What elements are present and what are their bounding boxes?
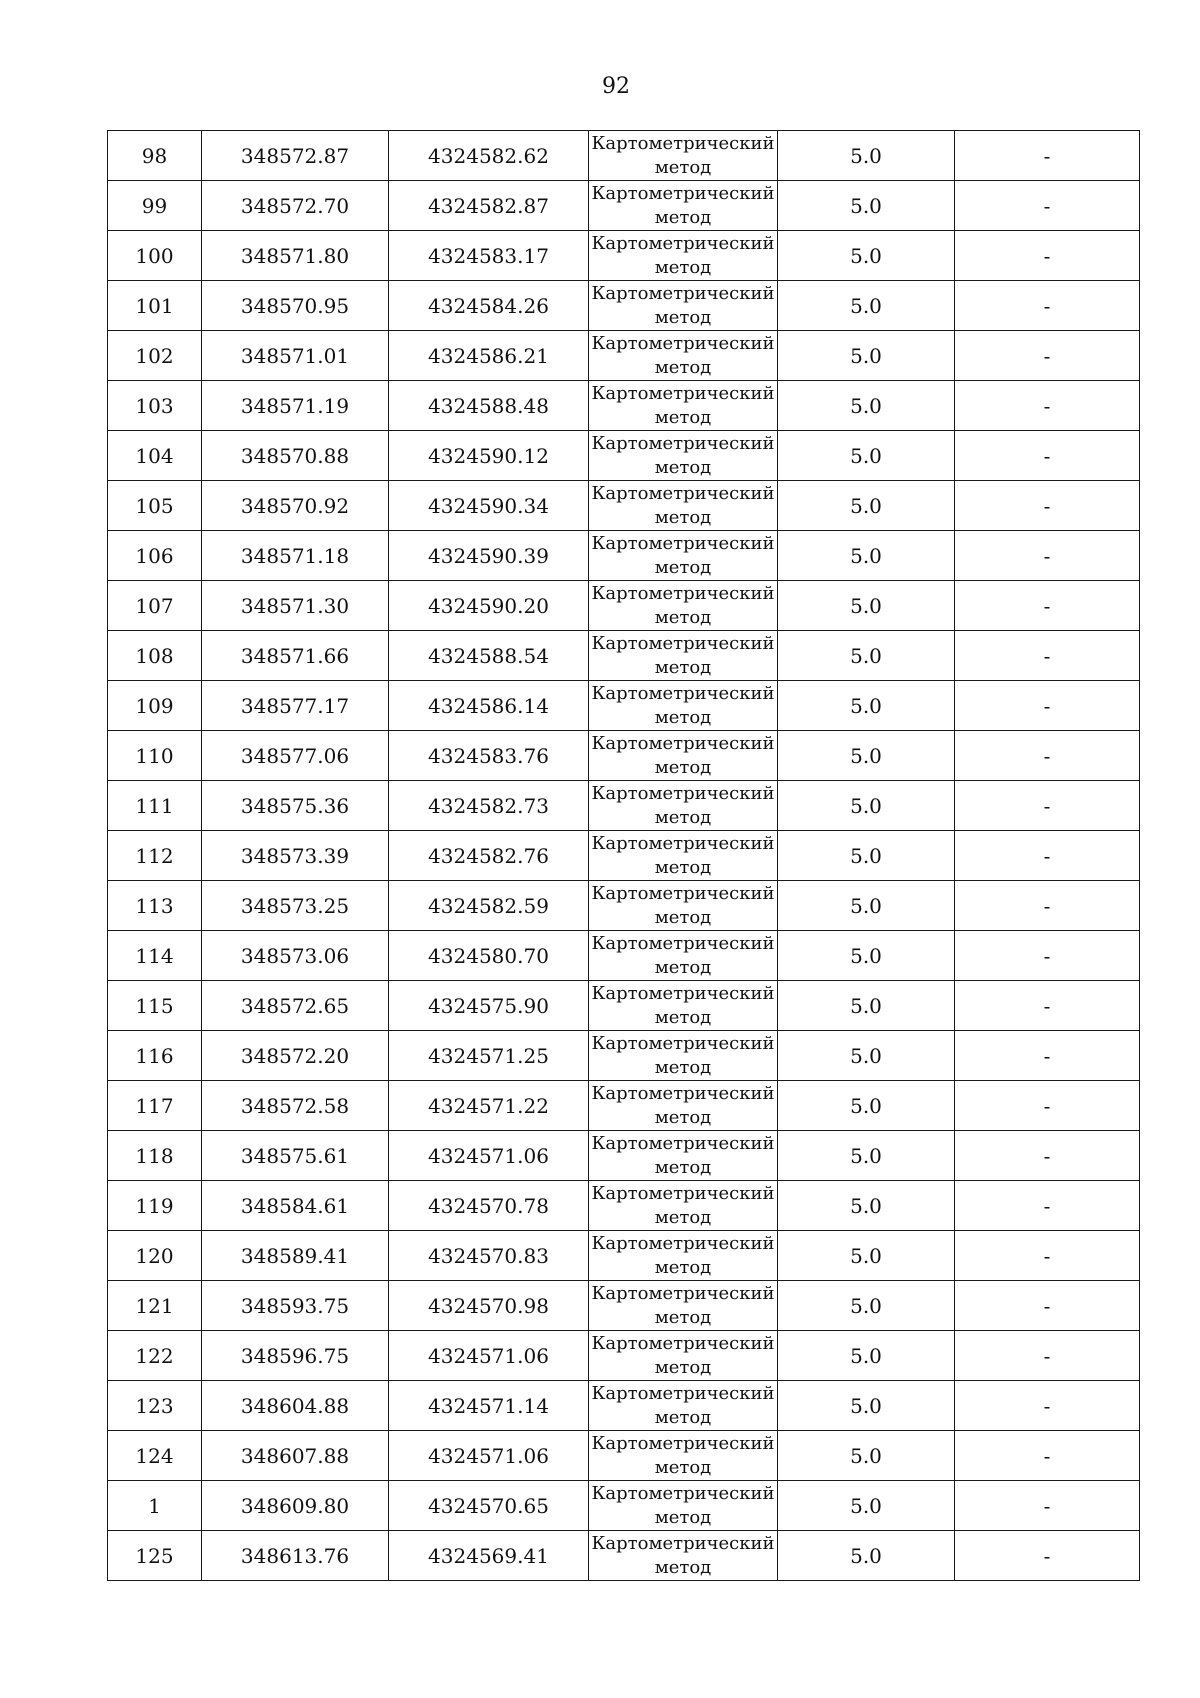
method-line-2: метод <box>654 1006 712 1028</box>
x-coordinate-cell: 348577.06 <box>202 731 389 781</box>
y-coordinate-cell: 4324586.14 <box>389 681 589 731</box>
method-line-1: Картометрический <box>591 933 775 955</box>
y-coordinate-cell: 4324586.21 <box>389 331 589 381</box>
accuracy-cell: 5.0 <box>778 631 955 681</box>
method-cell <box>589 481 778 531</box>
table-row <box>108 981 1140 1031</box>
method-cell <box>589 1181 778 1231</box>
accuracy-cell: 5.0 <box>778 381 955 431</box>
note-cell: - <box>955 1481 1140 1531</box>
method-line-1: Картометрический <box>591 1183 775 1205</box>
accuracy-cell: 5.0 <box>778 831 955 881</box>
accuracy-cell: 5.0 <box>778 681 955 731</box>
method-line-1: Картометрический <box>591 633 775 655</box>
method-cell <box>589 1131 778 1181</box>
point-number-cell: 110 <box>108 731 202 781</box>
coordinates-table-body <box>108 131 1140 1581</box>
method-line-2: метод <box>654 1556 712 1578</box>
point-number-cell: 112 <box>108 831 202 881</box>
y-coordinate-cell: 4324582.73 <box>389 781 589 831</box>
note-cell: - <box>955 981 1140 1031</box>
method-line-1: Картометрический <box>591 733 775 755</box>
note-cell: - <box>955 1181 1140 1231</box>
method-cell <box>589 881 778 931</box>
table-row <box>108 281 1140 331</box>
method-line-2: метод <box>654 1356 712 1378</box>
method-cell <box>589 1481 778 1531</box>
method-line-2: метод <box>654 1156 712 1178</box>
table-row <box>108 531 1140 581</box>
table-row <box>108 731 1140 781</box>
y-coordinate-cell: 4324575.90 <box>389 981 589 1031</box>
method-line-2: метод <box>654 406 712 428</box>
method-line-1: Картометрический <box>591 483 775 505</box>
method-line-2: метод <box>654 356 712 378</box>
y-coordinate-cell: 4324582.87 <box>389 181 589 231</box>
note-cell: - <box>955 281 1140 331</box>
y-coordinate-cell: 4324590.39 <box>389 531 589 581</box>
method-line-1: Картометрический <box>591 433 775 455</box>
note-cell: - <box>955 1431 1140 1481</box>
method-line-2: метод <box>654 1056 712 1078</box>
method-line-2: метод <box>654 856 712 878</box>
accuracy-cell: 5.0 <box>778 781 955 831</box>
method-line-2: метод <box>654 706 712 728</box>
accuracy-cell: 5.0 <box>778 1181 955 1231</box>
y-coordinate-cell: 4324583.76 <box>389 731 589 781</box>
x-coordinate-cell: 348571.66 <box>202 631 389 681</box>
point-number-cell: 109 <box>108 681 202 731</box>
note-cell: - <box>955 1531 1140 1581</box>
point-number-cell: 107 <box>108 581 202 631</box>
y-coordinate-cell: 4324571.06 <box>389 1131 589 1181</box>
x-coordinate-cell: 348571.01 <box>202 331 389 381</box>
y-coordinate-cell: 4324590.34 <box>389 481 589 531</box>
point-number-cell: 111 <box>108 781 202 831</box>
note-cell: - <box>955 231 1140 281</box>
accuracy-cell: 5.0 <box>778 1531 955 1581</box>
y-coordinate-cell: 4324570.83 <box>389 1231 589 1281</box>
y-coordinate-cell: 4324571.25 <box>389 1031 589 1081</box>
note-cell: - <box>955 1281 1140 1331</box>
method-line-2: метод <box>654 1306 712 1328</box>
accuracy-cell: 5.0 <box>778 1431 955 1481</box>
method-cell <box>589 531 778 581</box>
point-number-cell: 101 <box>108 281 202 331</box>
accuracy-cell: 5.0 <box>778 281 955 331</box>
y-coordinate-cell: 4324582.59 <box>389 881 589 931</box>
accuracy-cell: 5.0 <box>778 981 955 1031</box>
x-coordinate-cell: 348577.17 <box>202 681 389 731</box>
accuracy-cell: 5.0 <box>778 881 955 931</box>
method-line-2: метод <box>654 1456 712 1478</box>
x-coordinate-cell: 348571.80 <box>202 231 389 281</box>
point-number-cell: 99 <box>108 181 202 231</box>
y-coordinate-cell: 4324582.76 <box>389 831 589 881</box>
method-line-1: Картометрический <box>591 1533 775 1555</box>
accuracy-cell: 5.0 <box>778 181 955 231</box>
method-line-2: метод <box>654 256 712 278</box>
x-coordinate-cell: 348584.61 <box>202 1181 389 1231</box>
accuracy-cell: 5.0 <box>778 1381 955 1431</box>
point-number-cell: 119 <box>108 1181 202 1231</box>
method-line-1: Картометрический <box>591 1033 775 1055</box>
x-coordinate-cell: 348570.88 <box>202 431 389 481</box>
x-coordinate-cell: 348589.41 <box>202 1231 389 1281</box>
point-number-cell: 122 <box>108 1331 202 1381</box>
y-coordinate-cell: 4324570.98 <box>389 1281 589 1331</box>
x-coordinate-cell: 348596.75 <box>202 1331 389 1381</box>
table-row <box>108 581 1140 631</box>
x-coordinate-cell: 348604.88 <box>202 1381 389 1431</box>
method-line-1: Картометрический <box>591 183 775 205</box>
x-coordinate-cell: 348575.61 <box>202 1131 389 1181</box>
method-line-1: Картометрический <box>591 833 775 855</box>
y-coordinate-cell: 4324583.17 <box>389 231 589 281</box>
y-coordinate-cell: 4324569.41 <box>389 1531 589 1581</box>
y-coordinate-cell: 4324571.14 <box>389 1381 589 1431</box>
accuracy-cell: 5.0 <box>778 1481 955 1531</box>
x-coordinate-cell: 348607.88 <box>202 1431 389 1481</box>
table-row <box>108 631 1140 681</box>
point-number-cell: 102 <box>108 331 202 381</box>
method-line-2: метод <box>654 156 712 178</box>
method-line-1: Картометрический <box>591 133 775 155</box>
point-number-cell: 104 <box>108 431 202 481</box>
method-cell <box>589 981 778 1031</box>
y-coordinate-cell: 4324571.06 <box>389 1331 589 1381</box>
method-line-2: метод <box>654 556 712 578</box>
method-cell <box>589 581 778 631</box>
x-coordinate-cell: 348593.75 <box>202 1281 389 1331</box>
page-number: 92 <box>602 74 630 99</box>
accuracy-cell: 5.0 <box>778 481 955 531</box>
accuracy-cell: 5.0 <box>778 331 955 381</box>
method-cell <box>589 1381 778 1431</box>
method-cell <box>589 281 778 331</box>
table-row <box>108 1081 1140 1131</box>
x-coordinate-cell: 348571.18 <box>202 531 389 581</box>
accuracy-cell: 5.0 <box>778 1031 955 1081</box>
x-coordinate-cell: 348570.92 <box>202 481 389 531</box>
note-cell: - <box>955 581 1140 631</box>
method-cell <box>589 1531 778 1581</box>
method-cell <box>589 1281 778 1331</box>
method-line-2: метод <box>654 506 712 528</box>
note-cell: - <box>955 331 1140 381</box>
method-line-1: Картометрический <box>591 283 775 305</box>
x-coordinate-cell: 348572.87 <box>202 131 389 181</box>
method-line-1: Картометрический <box>591 883 775 905</box>
method-cell <box>589 631 778 681</box>
point-number-cell: 116 <box>108 1031 202 1081</box>
method-line-2: метод <box>654 906 712 928</box>
method-line-1: Картометрический <box>591 983 775 1005</box>
method-cell <box>589 1231 778 1281</box>
method-line-1: Картометрический <box>591 1333 775 1355</box>
note-cell: - <box>955 381 1140 431</box>
note-cell: - <box>955 1231 1140 1281</box>
method-cell <box>589 431 778 481</box>
accuracy-cell: 5.0 <box>778 531 955 581</box>
method-line-1: Картометрический <box>591 333 775 355</box>
accuracy-cell: 5.0 <box>778 131 955 181</box>
table-row <box>108 781 1140 831</box>
method-cell <box>589 331 778 381</box>
table-row <box>108 1231 1140 1281</box>
note-cell: - <box>955 1081 1140 1131</box>
x-coordinate-cell: 348572.20 <box>202 1031 389 1081</box>
table-row <box>108 1481 1140 1531</box>
point-number-cell: 105 <box>108 481 202 531</box>
y-coordinate-cell: 4324582.62 <box>389 131 589 181</box>
y-coordinate-cell: 4324588.54 <box>389 631 589 681</box>
accuracy-cell: 5.0 <box>778 1131 955 1181</box>
x-coordinate-cell: 348572.58 <box>202 1081 389 1131</box>
x-coordinate-cell: 348573.06 <box>202 931 389 981</box>
y-coordinate-cell: 4324570.65 <box>389 1481 589 1531</box>
accuracy-cell: 5.0 <box>778 431 955 481</box>
method-cell <box>589 1431 778 1481</box>
method-line-2: метод <box>654 306 712 328</box>
method-line-2: метод <box>654 456 712 478</box>
method-line-2: метод <box>654 206 712 228</box>
y-coordinate-cell: 4324570.78 <box>389 1181 589 1231</box>
x-coordinate-cell: 348609.80 <box>202 1481 389 1531</box>
table-row <box>108 1281 1140 1331</box>
table-row <box>108 681 1140 731</box>
accuracy-cell: 5.0 <box>778 231 955 281</box>
method-line-1: Картометрический <box>591 533 775 555</box>
x-coordinate-cell: 348570.95 <box>202 281 389 331</box>
note-cell: - <box>955 131 1140 181</box>
x-coordinate-cell: 348572.70 <box>202 181 389 231</box>
note-cell: - <box>955 731 1140 781</box>
accuracy-cell: 5.0 <box>778 1081 955 1131</box>
point-number-cell: 98 <box>108 131 202 181</box>
method-cell <box>589 131 778 181</box>
method-cell <box>589 381 778 431</box>
note-cell: - <box>955 1381 1140 1431</box>
point-number-cell: 100 <box>108 231 202 281</box>
point-number-cell: 125 <box>108 1531 202 1581</box>
point-number-cell: 114 <box>108 931 202 981</box>
note-cell: - <box>955 1131 1140 1181</box>
point-number-cell: 121 <box>108 1281 202 1331</box>
method-line-2: метод <box>654 1506 712 1528</box>
method-cell <box>589 781 778 831</box>
method-line-1: Картометрический <box>591 383 775 405</box>
method-cell <box>589 1031 778 1081</box>
table-row <box>108 331 1140 381</box>
method-line-2: метод <box>654 806 712 828</box>
table-row <box>108 931 1140 981</box>
accuracy-cell: 5.0 <box>778 1231 955 1281</box>
method-line-1: Картометрический <box>591 1483 775 1505</box>
method-line-2: метод <box>654 756 712 778</box>
coordinates-table <box>107 130 1140 1581</box>
method-cell <box>589 1331 778 1381</box>
point-number-cell: 113 <box>108 881 202 931</box>
method-line-2: метод <box>654 606 712 628</box>
note-cell: - <box>955 931 1140 981</box>
point-number-cell: 118 <box>108 1131 202 1181</box>
y-coordinate-cell: 4324590.20 <box>389 581 589 631</box>
note-cell: - <box>955 181 1140 231</box>
method-line-2: метод <box>654 956 712 978</box>
table-row <box>108 431 1140 481</box>
method-cell <box>589 1081 778 1131</box>
table-row <box>108 831 1140 881</box>
table-row <box>108 1181 1140 1231</box>
method-cell <box>589 681 778 731</box>
x-coordinate-cell: 348575.36 <box>202 781 389 831</box>
method-line-1: Картометрический <box>591 783 775 805</box>
point-number-cell: 117 <box>108 1081 202 1131</box>
point-number-cell: 124 <box>108 1431 202 1481</box>
table-row <box>108 481 1140 531</box>
method-cell <box>589 181 778 231</box>
method-line-2: метод <box>654 1206 712 1228</box>
note-cell: - <box>955 1331 1140 1381</box>
method-line-1: Картометрический <box>591 1233 775 1255</box>
method-cell <box>589 931 778 981</box>
note-cell: - <box>955 781 1140 831</box>
x-coordinate-cell: 348573.25 <box>202 881 389 931</box>
note-cell: - <box>955 1031 1140 1081</box>
point-number-cell: 115 <box>108 981 202 1031</box>
table-row <box>108 231 1140 281</box>
method-cell <box>589 831 778 881</box>
method-line-1: Картометрический <box>591 1083 775 1105</box>
y-coordinate-cell: 4324571.06 <box>389 1431 589 1481</box>
note-cell: - <box>955 881 1140 931</box>
y-coordinate-cell: 4324590.12 <box>389 431 589 481</box>
table-row <box>108 1381 1140 1431</box>
method-line-1: Картометрический <box>591 1433 775 1455</box>
y-coordinate-cell: 4324571.22 <box>389 1081 589 1131</box>
note-cell: - <box>955 531 1140 581</box>
point-number-cell: 108 <box>108 631 202 681</box>
point-number-cell: 103 <box>108 381 202 431</box>
note-cell: - <box>955 481 1140 531</box>
point-number-cell: 120 <box>108 1231 202 1281</box>
x-coordinate-cell: 348571.30 <box>202 581 389 631</box>
accuracy-cell: 5.0 <box>778 931 955 981</box>
x-coordinate-cell: 348572.65 <box>202 981 389 1031</box>
table-row <box>108 131 1140 181</box>
x-coordinate-cell: 348571.19 <box>202 381 389 431</box>
accuracy-cell: 5.0 <box>778 1281 955 1331</box>
y-coordinate-cell: 4324588.48 <box>389 381 589 431</box>
method-line-1: Картометрический <box>591 1133 775 1155</box>
table-row <box>108 1431 1140 1481</box>
accuracy-cell: 5.0 <box>778 581 955 631</box>
point-number-cell: 106 <box>108 531 202 581</box>
method-line-2: метод <box>654 1406 712 1428</box>
point-number-cell: 1 <box>108 1481 202 1531</box>
point-number-cell: 123 <box>108 1381 202 1431</box>
method-cell <box>589 231 778 281</box>
accuracy-cell: 5.0 <box>778 731 955 781</box>
method-cell <box>589 731 778 781</box>
note-cell: - <box>955 831 1140 881</box>
x-coordinate-cell: 348573.39 <box>202 831 389 881</box>
x-coordinate-cell: 348613.76 <box>202 1531 389 1581</box>
table-row <box>108 1031 1140 1081</box>
y-coordinate-cell: 4324584.26 <box>389 281 589 331</box>
note-cell: - <box>955 681 1140 731</box>
note-cell: - <box>955 631 1140 681</box>
note-cell: - <box>955 431 1140 481</box>
y-coordinate-cell: 4324580.70 <box>389 931 589 981</box>
method-line-2: метод <box>654 656 712 678</box>
method-line-1: Картометрический <box>591 683 775 705</box>
accuracy-cell: 5.0 <box>778 1331 955 1381</box>
table-row <box>108 381 1140 431</box>
table-row <box>108 1531 1140 1581</box>
method-line-1: Картометрический <box>591 583 775 605</box>
table-row <box>108 1331 1140 1381</box>
table-row <box>108 1131 1140 1181</box>
table-row <box>108 181 1140 231</box>
method-line-1: Картометрический <box>591 1383 775 1405</box>
method-line-1: Картометрический <box>591 233 775 255</box>
method-line-1: Картометрический <box>591 1283 775 1305</box>
table-row <box>108 881 1140 931</box>
method-line-2: метод <box>654 1256 712 1278</box>
method-line-2: метод <box>654 1106 712 1128</box>
